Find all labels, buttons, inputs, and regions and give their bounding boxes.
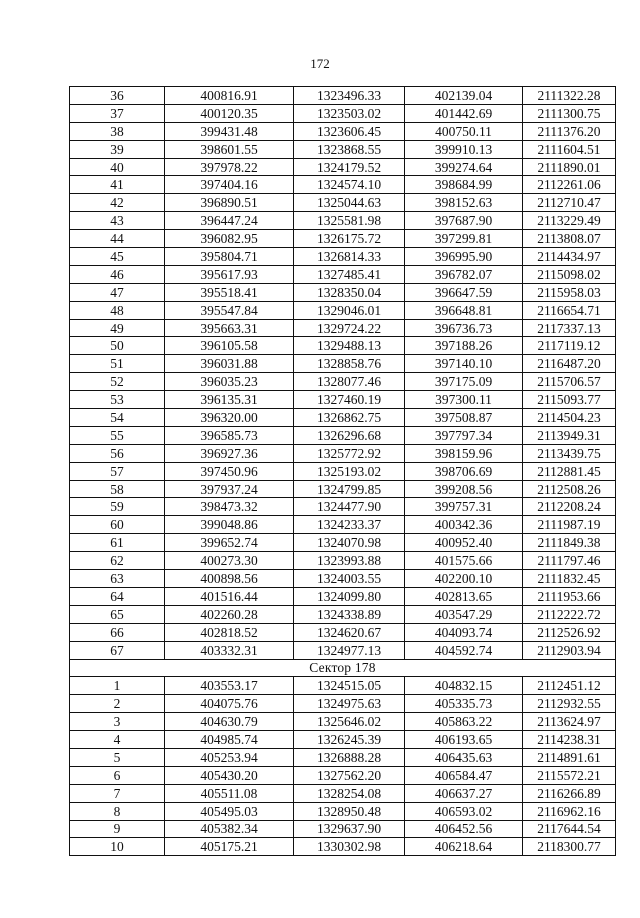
coordinate-cell: 1325193.02 xyxy=(294,462,405,480)
point-number-cell: 41 xyxy=(70,176,165,194)
coordinate-cell: 1330302.98 xyxy=(294,838,405,856)
coordinate-cell: 403553.17 xyxy=(165,677,294,695)
coordinate-cell: 1324099.80 xyxy=(294,587,405,605)
coordinate-cell: 1326245.39 xyxy=(294,731,405,749)
coordinate-cell: 1328350.04 xyxy=(294,283,405,301)
coordinate-cell: 1324975.63 xyxy=(294,695,405,713)
coordinate-cell: 402260.28 xyxy=(165,605,294,623)
coordinate-cell: 399431.48 xyxy=(165,122,294,140)
coordinate-cell: 2111376.20 xyxy=(523,122,616,140)
table-row xyxy=(70,373,616,391)
table-row xyxy=(70,838,616,856)
coordinate-cell: 2111604.51 xyxy=(523,140,616,158)
coordinate-cell: 1324620.67 xyxy=(294,623,405,641)
point-number-cell: 62 xyxy=(70,552,165,570)
table-row xyxy=(70,820,616,838)
coordinate-cell: 2114891.61 xyxy=(523,748,616,766)
coordinate-cell: 1328254.08 xyxy=(294,784,405,802)
table-row xyxy=(70,444,616,462)
coordinate-cell: 1323496.33 xyxy=(294,87,405,105)
coordinate-cell: 397299.81 xyxy=(405,230,523,248)
point-number-cell: 49 xyxy=(70,319,165,337)
coordinate-cell: 402818.52 xyxy=(165,623,294,641)
coordinate-cell: 397937.24 xyxy=(165,480,294,498)
coordinate-cell: 400342.36 xyxy=(405,516,523,534)
coordinate-cell: 1325772.92 xyxy=(294,444,405,462)
coordinate-cell: 397978.22 xyxy=(165,158,294,176)
table-row xyxy=(70,731,616,749)
coordinate-cell: 2112451.12 xyxy=(523,677,616,695)
table-row xyxy=(70,587,616,605)
point-number-cell: 44 xyxy=(70,230,165,248)
coordinate-cell: 1326814.33 xyxy=(294,248,405,266)
table-row xyxy=(70,319,616,337)
point-number-cell: 2 xyxy=(70,695,165,713)
point-number-cell: 7 xyxy=(70,784,165,802)
coordinate-cell: 396035.23 xyxy=(165,373,294,391)
point-number-cell: 65 xyxy=(70,605,165,623)
coordinate-cell: 2116654.71 xyxy=(523,301,616,319)
point-number-cell: 60 xyxy=(70,516,165,534)
point-number-cell: 51 xyxy=(70,355,165,373)
coordinate-cell: 1324338.89 xyxy=(294,605,405,623)
point-number-cell: 56 xyxy=(70,444,165,462)
coordinate-cell: 396995.90 xyxy=(405,248,523,266)
table-row xyxy=(70,230,616,248)
coordinate-cell: 2112508.26 xyxy=(523,480,616,498)
coordinate-cell: 405253.94 xyxy=(165,748,294,766)
table-row xyxy=(70,695,616,713)
coordinate-cell: 2114434.97 xyxy=(523,248,616,266)
coordinate-cell: 396135.31 xyxy=(165,391,294,409)
coordinate-cell: 1323503.02 xyxy=(294,104,405,122)
coordinate-cell: 1326888.28 xyxy=(294,748,405,766)
coordinate-cell: 401516.44 xyxy=(165,587,294,605)
coordinate-cell: 1324477.90 xyxy=(294,498,405,516)
coordinate-cell: 2113949.31 xyxy=(523,426,616,444)
table-row xyxy=(70,409,616,427)
point-number-cell: 57 xyxy=(70,462,165,480)
coordinate-cell: 402200.10 xyxy=(405,570,523,588)
coordinate-cell: 403332.31 xyxy=(165,641,294,659)
table-row xyxy=(70,534,616,552)
coordinate-cell: 395518.41 xyxy=(165,283,294,301)
section-row xyxy=(70,659,616,677)
coordinate-cell: 404630.79 xyxy=(165,713,294,731)
coordinate-cell: 406637.27 xyxy=(405,784,523,802)
table-row xyxy=(70,122,616,140)
point-number-cell: 8 xyxy=(70,802,165,820)
table-row xyxy=(70,355,616,373)
coordinate-cell: 397450.96 xyxy=(165,462,294,480)
coordinate-cell: 401442.69 xyxy=(405,104,523,122)
table-row xyxy=(70,641,616,659)
table-row xyxy=(70,337,616,355)
coordinate-cell: 396031.88 xyxy=(165,355,294,373)
coordinate-cell: 400898.56 xyxy=(165,570,294,588)
coordinate-cell: 397797.34 xyxy=(405,426,523,444)
coordinate-cell: 2115958.03 xyxy=(523,283,616,301)
coordinate-cell: 1324799.85 xyxy=(294,480,405,498)
coordinate-cell: 397404.16 xyxy=(165,176,294,194)
coordinate-cell: 2111890.01 xyxy=(523,158,616,176)
coordinate-cell: 406435.63 xyxy=(405,748,523,766)
coordinate-cell: 1324977.13 xyxy=(294,641,405,659)
point-number-cell: 46 xyxy=(70,265,165,283)
coordinate-cell: 1325646.02 xyxy=(294,713,405,731)
coordinate-cell: 398473.32 xyxy=(165,498,294,516)
coordinate-cell: 397508.87 xyxy=(405,409,523,427)
coordinate-cell: 2116266.89 xyxy=(523,784,616,802)
coordinate-cell: 399652.74 xyxy=(165,534,294,552)
coordinate-cell: 1324003.55 xyxy=(294,570,405,588)
table-row xyxy=(70,265,616,283)
point-number-cell: 47 xyxy=(70,283,165,301)
coordinate-cell: 2111953.66 xyxy=(523,587,616,605)
point-number-cell: 10 xyxy=(70,838,165,856)
coordinate-cell: 2115706.57 xyxy=(523,373,616,391)
table-row xyxy=(70,426,616,444)
coordinate-cell: 404832.15 xyxy=(405,677,523,695)
table-row xyxy=(70,766,616,784)
point-number-cell: 4 xyxy=(70,731,165,749)
coordinate-cell: 1324515.05 xyxy=(294,677,405,695)
coordinate-cell: 395547.84 xyxy=(165,301,294,319)
table-row xyxy=(70,570,616,588)
coordinate-cell: 2111832.45 xyxy=(523,570,616,588)
coordinate-cell: 405863.22 xyxy=(405,713,523,731)
point-number-cell: 52 xyxy=(70,373,165,391)
coordinate-cell: 2117337.13 xyxy=(523,319,616,337)
point-number-cell: 37 xyxy=(70,104,165,122)
table-row xyxy=(70,87,616,105)
coordinate-cell: 1323993.88 xyxy=(294,552,405,570)
point-number-cell: 36 xyxy=(70,87,165,105)
coordinates-table xyxy=(69,86,616,856)
coordinate-cell: 399274.64 xyxy=(405,158,523,176)
coordinate-cell: 1329637.90 xyxy=(294,820,405,838)
coordinate-cell: 397140.10 xyxy=(405,355,523,373)
coordinate-cell: 1324574.10 xyxy=(294,176,405,194)
table-row xyxy=(70,784,616,802)
coordinate-cell: 405430.20 xyxy=(165,766,294,784)
coordinate-cell: 396782.07 xyxy=(405,265,523,283)
coordinate-cell: 1329046.01 xyxy=(294,301,405,319)
point-number-cell: 58 xyxy=(70,480,165,498)
coordinate-cell: 2112932.55 xyxy=(523,695,616,713)
point-number-cell: 54 xyxy=(70,409,165,427)
table-row xyxy=(70,104,616,122)
page-number: 172 xyxy=(310,56,330,71)
coordinate-cell: 1327460.19 xyxy=(294,391,405,409)
coordinate-cell: 2112710.47 xyxy=(523,194,616,212)
coordinate-cell: 1324233.37 xyxy=(294,516,405,534)
coordinate-cell: 405511.08 xyxy=(165,784,294,802)
point-number-cell: 45 xyxy=(70,248,165,266)
table-row xyxy=(70,802,616,820)
coordinate-cell: 397188.26 xyxy=(405,337,523,355)
coordinate-cell: 400273.30 xyxy=(165,552,294,570)
table-row xyxy=(70,158,616,176)
coordinate-cell: 398706.69 xyxy=(405,462,523,480)
coordinate-cell: 2111797.46 xyxy=(523,552,616,570)
coordinate-cell: 405382.34 xyxy=(165,820,294,838)
point-number-cell: 43 xyxy=(70,212,165,230)
coordinate-cell: 403547.29 xyxy=(405,605,523,623)
point-number-cell: 64 xyxy=(70,587,165,605)
coordinate-cell: 1329724.22 xyxy=(294,319,405,337)
table-row xyxy=(70,176,616,194)
point-number-cell: 40 xyxy=(70,158,165,176)
point-number-cell: 59 xyxy=(70,498,165,516)
coordinate-cell: 1328950.48 xyxy=(294,802,405,820)
coordinate-cell: 396105.58 xyxy=(165,337,294,355)
coordinate-cell: 404075.76 xyxy=(165,695,294,713)
coordinate-cell: 396648.81 xyxy=(405,301,523,319)
point-number-cell: 5 xyxy=(70,748,165,766)
coordinate-cell: 405495.03 xyxy=(165,802,294,820)
coordinate-cell: 398152.63 xyxy=(405,194,523,212)
coordinate-cell: 1327485.41 xyxy=(294,265,405,283)
coordinate-cell: 1325044.63 xyxy=(294,194,405,212)
table-row xyxy=(70,462,616,480)
coordinate-cell: 2113808.07 xyxy=(523,230,616,248)
table-row xyxy=(70,480,616,498)
table-row xyxy=(70,301,616,319)
point-number-cell: 63 xyxy=(70,570,165,588)
point-number-cell: 6 xyxy=(70,766,165,784)
point-number-cell: 55 xyxy=(70,426,165,444)
coordinate-cell: 1323606.45 xyxy=(294,122,405,140)
coordinate-cell: 2114238.31 xyxy=(523,731,616,749)
coordinate-cell: 2112526.92 xyxy=(523,623,616,641)
coordinate-cell: 397175.09 xyxy=(405,373,523,391)
coordinate-cell: 2115572.21 xyxy=(523,766,616,784)
coordinate-cell: 1326175.72 xyxy=(294,230,405,248)
coordinate-cell: 2114504.23 xyxy=(523,409,616,427)
point-number-cell: 50 xyxy=(70,337,165,355)
coordinate-cell: 2115098.02 xyxy=(523,265,616,283)
coordinate-cell: 404985.74 xyxy=(165,731,294,749)
point-number-cell: 39 xyxy=(70,140,165,158)
coordinate-cell: 396585.73 xyxy=(165,426,294,444)
table-row xyxy=(70,140,616,158)
coordinate-cell: 1329488.13 xyxy=(294,337,405,355)
table-row xyxy=(70,391,616,409)
coordinate-cell: 2117119.12 xyxy=(523,337,616,355)
point-number-cell: 61 xyxy=(70,534,165,552)
table-row xyxy=(70,748,616,766)
coordinate-cell: 396447.24 xyxy=(165,212,294,230)
coordinate-cell: 396082.95 xyxy=(165,230,294,248)
coordinate-cell: 402813.65 xyxy=(405,587,523,605)
coordinate-cell: 404093.74 xyxy=(405,623,523,641)
coordinate-cell: 399048.86 xyxy=(165,516,294,534)
coordinate-cell: 397687.90 xyxy=(405,212,523,230)
table-row xyxy=(70,248,616,266)
coordinate-cell: 2111300.75 xyxy=(523,104,616,122)
coordinate-cell: 402139.04 xyxy=(405,87,523,105)
coordinate-cell: 405175.21 xyxy=(165,838,294,856)
coordinate-cell: 2116487.20 xyxy=(523,355,616,373)
coordinate-cell: 2112222.72 xyxy=(523,605,616,623)
coordinate-cell: 398601.55 xyxy=(165,140,294,158)
coordinate-cell: 1325581.98 xyxy=(294,212,405,230)
table-row xyxy=(70,677,616,695)
coordinate-cell: 399757.31 xyxy=(405,498,523,516)
coordinate-cell: 396927.36 xyxy=(165,444,294,462)
point-number-cell: 9 xyxy=(70,820,165,838)
coordinate-cell: 398684.99 xyxy=(405,176,523,194)
coordinate-cell: 396736.73 xyxy=(405,319,523,337)
coordinate-cell: 2113439.75 xyxy=(523,444,616,462)
point-number-cell: 48 xyxy=(70,301,165,319)
coordinate-cell: 406452.56 xyxy=(405,820,523,838)
coordinate-cell: 406593.02 xyxy=(405,802,523,820)
coordinate-cell: 2112208.24 xyxy=(523,498,616,516)
table-row xyxy=(70,623,616,641)
coordinate-cell: 405335.73 xyxy=(405,695,523,713)
coordinate-cell: 1327562.20 xyxy=(294,766,405,784)
coordinate-cell: 2118300.77 xyxy=(523,838,616,856)
coordinate-cell: 2112903.94 xyxy=(523,641,616,659)
table-row xyxy=(70,212,616,230)
coordinate-cell: 2117644.54 xyxy=(523,820,616,838)
table-row xyxy=(70,713,616,731)
coordinate-cell: 2112261.06 xyxy=(523,176,616,194)
table-row xyxy=(70,605,616,623)
coordinate-cell: 1324179.52 xyxy=(294,158,405,176)
coordinate-cell: 395617.93 xyxy=(165,265,294,283)
coordinate-cell: 399910.13 xyxy=(405,140,523,158)
coordinate-cell: 2116962.16 xyxy=(523,802,616,820)
coordinate-cell: 406584.47 xyxy=(405,766,523,784)
coordinate-cell: 396647.59 xyxy=(405,283,523,301)
coordinate-cell: 2111849.38 xyxy=(523,534,616,552)
coordinate-cell: 400120.35 xyxy=(165,104,294,122)
coordinate-cell: 1328858.76 xyxy=(294,355,405,373)
coordinate-cell: 404592.74 xyxy=(405,641,523,659)
coordinate-cell: 396320.00 xyxy=(165,409,294,427)
coordinate-cell: 398159.96 xyxy=(405,444,523,462)
coordinate-cell: 1328077.46 xyxy=(294,373,405,391)
table-row xyxy=(70,516,616,534)
coordinate-cell: 406193.65 xyxy=(405,731,523,749)
coordinate-cell: 400750.11 xyxy=(405,122,523,140)
coordinate-cell: 397300.11 xyxy=(405,391,523,409)
coordinate-cell: 2111322.28 xyxy=(523,87,616,105)
coordinate-cell: 2111987.19 xyxy=(523,516,616,534)
coordinate-cell: 400816.91 xyxy=(165,87,294,105)
coordinate-cell: 2113229.49 xyxy=(523,212,616,230)
point-number-cell: 42 xyxy=(70,194,165,212)
coordinate-cell: 401575.66 xyxy=(405,552,523,570)
point-number-cell: 1 xyxy=(70,677,165,695)
coordinate-cell: 2112881.45 xyxy=(523,462,616,480)
point-number-cell: 66 xyxy=(70,623,165,641)
coordinate-cell: 395804.71 xyxy=(165,248,294,266)
point-number-cell: 3 xyxy=(70,713,165,731)
table-row xyxy=(70,552,616,570)
section-title: Сектор 178 xyxy=(70,659,616,677)
point-number-cell: 38 xyxy=(70,122,165,140)
coordinate-cell: 1323868.55 xyxy=(294,140,405,158)
coordinate-cell: 396890.51 xyxy=(165,194,294,212)
coordinate-cell: 1324070.98 xyxy=(294,534,405,552)
table-row xyxy=(70,498,616,516)
coordinate-cell: 399208.56 xyxy=(405,480,523,498)
point-number-cell: 53 xyxy=(70,391,165,409)
coordinate-cell: 1326296.68 xyxy=(294,426,405,444)
table-row xyxy=(70,194,616,212)
coordinate-cell: 2115093.77 xyxy=(523,391,616,409)
coordinate-cell: 406218.64 xyxy=(405,838,523,856)
point-number-cell: 67 xyxy=(70,641,165,659)
coordinate-cell: 395663.31 xyxy=(165,319,294,337)
coordinate-cell: 2113624.97 xyxy=(523,713,616,731)
table-row xyxy=(70,283,616,301)
coordinate-cell: 1326862.75 xyxy=(294,409,405,427)
coordinate-cell: 400952.40 xyxy=(405,534,523,552)
